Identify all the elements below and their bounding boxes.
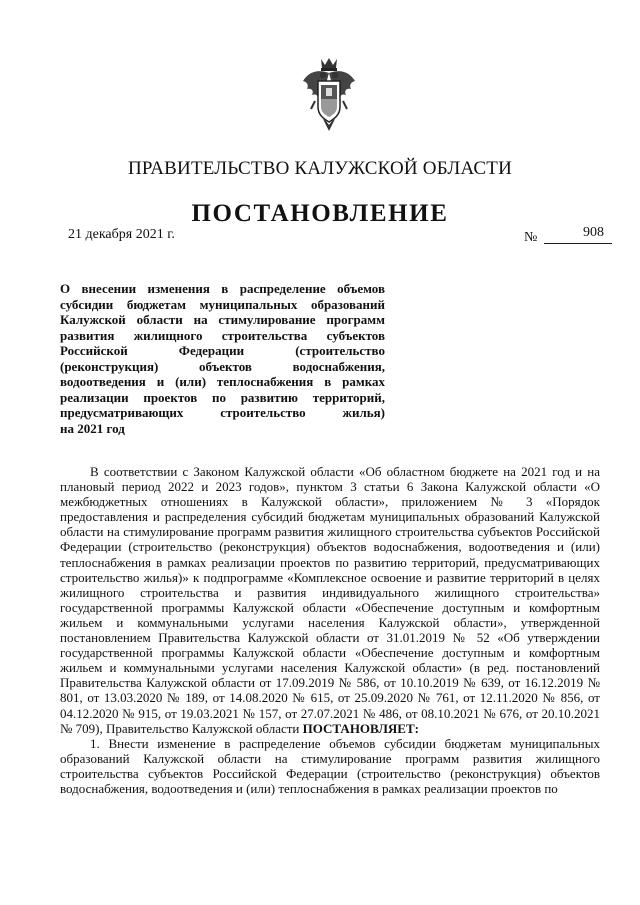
coat-of-arms-icon — [299, 55, 359, 133]
document-date: 21 декабря 2021 г. — [68, 227, 175, 242]
number-underline — [544, 243, 612, 244]
subject-line: на 2021 год — [60, 420, 125, 436]
preamble-paragraph — [60, 464, 600, 736]
subject-line: предусматривающих строительство жилья) — [60, 405, 385, 420]
document-type-title: ПОСТАНОВЛЕНИЕ — [191, 200, 449, 227]
subject-line: реализации проектов по развитию территорий, — [60, 389, 385, 405]
number-sign: № — [524, 230, 538, 245]
subject-line: Калужской области на стимулирование программ — [60, 312, 385, 327]
document-subject — [60, 281, 385, 436]
resolves-keyword: ПОСТАНОВЛЯЕТ: — [302, 720, 419, 736]
subject-line: развития жилищного строительства субъектов — [60, 327, 385, 343]
preamble-text: В соответствии с Законом Калужской области «Об областном бюджете на 2021 год и на плановый период 2022 и 2023 годов», пунктом 3 статьи 6 Закона Калужской области «О межбюджетных отношениях в Калужской области», приложением № 3 «Порядок предоставления и распределения субсидий бюджетам муниципальных образований Калужской области на стимулирование программ развития жилищного строительства субъектов Российской Федерации (строительство (реконструкция) объектов водоснабжения, водоотведения и (или) теплоснабжения в рамках реализации проектов по развитию территорий, предусматривающих строительство жилья)» к подпрограмме «Комплексное освоение и развитие территорий в целях жилищного строительства и развития индивидуального жилищного строительства» государственной программы Калужской области «Обеспечение доступным и комфортным жильем и коммунальными услугами населения Калужской области», утвержденной постановлением Правительства Калужской области от 31.01.2019 № 52 «Об утверждении государственной программы Калужской области «Обеспечение доступным и комфортным жильем и коммунальными услугами населения Калужской области» (в ред. постановлений Правительства Калужской области от 17.09.2019 № 586, от 10.10.2019 № 639, от 16.12.2019 № 801, от 13.03.2020 № 189, от 14.08.2020 № 615, от 25.09.2020 № 761, от 12.11.2020 № 856, от 04.12.2020 № 915, от 19.03.2021 № 157, от 27.07.2021 № 486, от 08.10.2021 № 676, от 20.10.2021 № 709), Правительство Калужской области — [60, 464, 600, 736]
organization-title: ПРАВИТЕЛЬСТВО КАЛУЖСКОЙ ОБЛАСТИ — [127, 158, 513, 179]
subject-line: Российской Федерации (строительство — [60, 343, 385, 358]
subject-line: (реконструкция) объектов водоснабжения, — [60, 358, 385, 374]
subject-line: водоотведения и (или) теплоснабжения в рамках — [60, 374, 385, 389]
document-body — [60, 464, 600, 796]
item-1-paragraph: 1. Внести изменение в распределение объемов субсидии бюджетам муниципальных образований Калужской области на стимулирование программ развития жилищного строительства субъектов Российской Федерации (строительство (реконструкция) объектов водоснабжения, водоотведения и (или) теплоснабжения в рамках реализации проектов по — [60, 735, 600, 796]
subject-line: О внесении изменения в распределение объемов — [60, 281, 385, 296]
document-number: 908 — [583, 225, 604, 240]
subject-line: субсидии бюджетам муниципальных образований — [60, 296, 385, 312]
